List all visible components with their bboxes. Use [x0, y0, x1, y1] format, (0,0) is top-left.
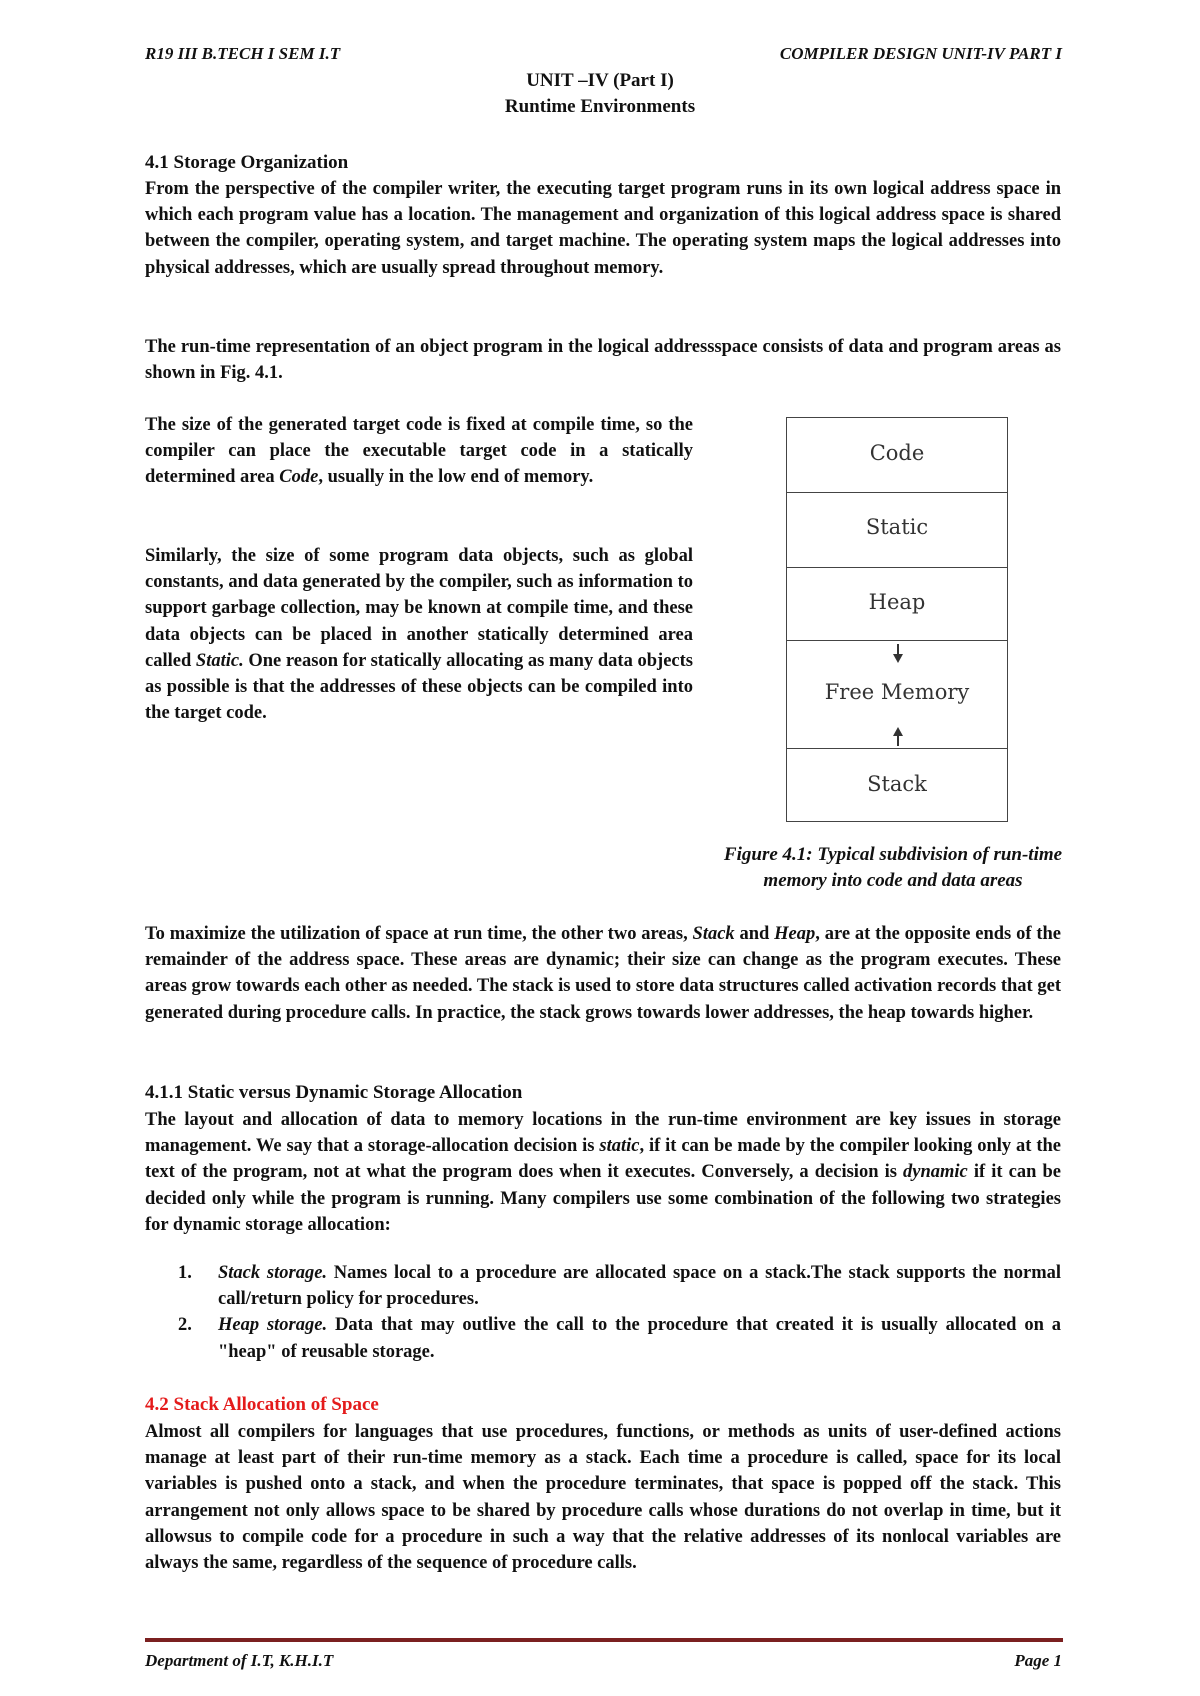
heap-growth-arrow-icon	[893, 654, 903, 663]
list-item: 1. Stack storage. Names local to a procedure are allocated space on a stack.The stack supports the normal call/return policy for procedures.	[178, 1263, 1062, 1310]
section-4-1-paragraph-3: The size of the generated target code is fixed at compile time, so the compiler can place the executable target code in a statically determined area Code, usually in the low end of memory.	[145, 415, 693, 488]
section-4-1-heading: 4.1 Storage Organization	[145, 152, 349, 173]
memory-layout-figure	[786, 417, 1008, 822]
figure-divider	[787, 640, 1007, 641]
heap-growth-arrow-stem	[897, 644, 899, 654]
figure-divider	[787, 492, 1007, 493]
section-4-1-1-paragraph: The layout and allocation of data to memory locations in the run-time environment are key issues in storage management. We say that a storage-allocation decision is static, if it can be made by the compiler looking only at the text of the program, not at what the program does when it executes. Conversely, a decision is dynamic if it can be decided only while the program is running. Many compilers use some combination of the following two strategies for dynamic storage allocation:	[145, 1110, 1061, 1235]
section-4-2-paragraph: Almost all compilers for languages that use procedures, functions, or methods as units of user-defined actions manage at least part of their run-time memory as a stack. Each time a procedure is called, space for its local variables is pushed onto a stack, and when the procedure terminates, that space is popped off the stack. This arrangement not only allows space to be shared by procedure calls whose durations do not overlap in time, but it allowsus to compile code for a procedure in such a way that the relative addresses of its nonlocal variables are always the same, regardless of the sequence of procedure calls.	[145, 1422, 1061, 1574]
unit-subtitle: Runtime Environments	[504, 96, 696, 117]
section-4-1-1-heading: 4.1.1 Static versus Dynamic Storage Allocation	[145, 1082, 523, 1103]
page-header-right: COMPILER DESIGN UNIT-IV PART I	[779, 44, 1062, 63]
figure-divider	[787, 567, 1007, 568]
storage-strategies-list	[145, 1260, 1061, 1365]
figure-divider	[787, 748, 1007, 749]
section-4-2-heading: 4.2 Stack Allocation of Space	[145, 1394, 379, 1415]
footer-divider	[145, 1638, 1063, 1642]
figure-cell-stack: Stack	[867, 772, 927, 796]
stack-growth-arrow-stem	[897, 736, 899, 746]
stack-growth-arrow-icon	[893, 727, 903, 736]
page-number: Page 1	[1014, 1651, 1062, 1670]
figure-caption: Figure 4.1: Typical subdivision of run-time memory into code and data areas	[723, 844, 1063, 891]
section-4-1-paragraph-5: To maximize the utilization of space at run time, the other two areas, Stack and Heap, are at the opposite ends of the remainder of the address space. These areas are dynamic; their size can change as the program executes. These areas grow towards each other as needed. The stack is used to store data structures called activation records that get generated during procedure calls. In practice, the stack grows towards lower addresses, the heap towards higher.	[145, 924, 1061, 1023]
figure-cell-free-memory: Free Memory	[824, 680, 970, 704]
figure-cell-heap: Heap	[868, 590, 926, 614]
section-4-1-paragraph-4: Similarly, the size of some program data objects, such as global constants, and data generated by the compiler, such as information to support garbage collection, may be known at compile time, and these data objects can be placed in another statically determined area called Static. One reason for statically allocating as many data objects as possible is that the addresses of these objects can be compiled into the target code.	[145, 546, 693, 724]
page-footer-left: Department of I.T, K.H.I.T	[145, 1651, 334, 1670]
page-header-left: R19 III B.TECH I SEM I.T	[145, 44, 341, 63]
unit-title: UNIT –IV (Part I)	[526, 70, 674, 91]
list-item: 2. Heap storage. Data that may outlive the call to the procedure that created it is usually allocated on a "heap" of reusable storage.	[178, 1315, 1061, 1362]
section-4-1-paragraph-2: The run-time representation of an object program in the logical addressspace consists of data and program areas as shown in Fig. 4.1.	[145, 337, 1061, 384]
figure-cell-code: Code	[869, 441, 925, 465]
section-4-1-paragraph-1: From the perspective of the compiler writer, the executing target program runs in its own logical address space in which each program value has a location. The management and organization of this logical address space is shared between the compiler, operating system, and target machine. The operating system maps the logical addresses into physical addresses, which are usually spread throughout memory.	[145, 179, 1061, 278]
figure-cell-static: Static	[865, 515, 929, 539]
